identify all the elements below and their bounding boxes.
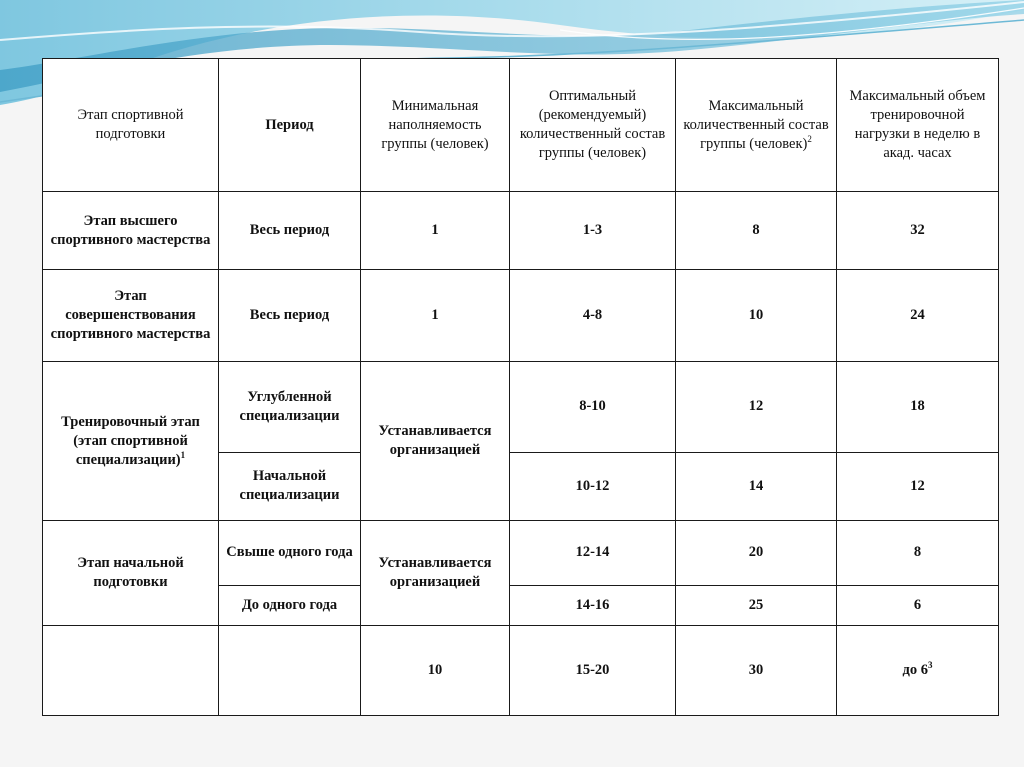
load-cell: 12 — [837, 452, 999, 520]
training-groups-table — [42, 58, 999, 716]
stage-cell: Этап начальной подготовки — [43, 520, 219, 625]
max-cell: 20 — [676, 520, 837, 585]
load-cell: 6 — [837, 585, 999, 625]
load-cell: 32 — [837, 192, 999, 270]
header-stage: Этап спортивной подготовки — [43, 59, 219, 192]
optimal-cell: 14-16 — [510, 585, 676, 625]
min-cell: 1 — [361, 192, 510, 270]
max-cell: 14 — [676, 452, 837, 520]
stage-cell — [43, 625, 219, 715]
optimal-cell: 1-3 — [510, 192, 676, 270]
min-cell: 10 — [361, 625, 510, 715]
period-cell — [219, 625, 361, 715]
header-period: Период — [219, 59, 361, 192]
header-max-load: Максимальный объем тренировочной нагрузки в неделю в акад. часах — [837, 59, 999, 192]
header-max-composition: Максимальный количественный состав группы (человек)$^2$ — [676, 59, 837, 192]
max-cell: 8 — [676, 192, 837, 270]
optimal-cell: 10-12 — [510, 452, 676, 520]
table-row — [43, 520, 999, 585]
max-cell: 30 — [676, 625, 837, 715]
load-cell: 18 — [837, 362, 999, 452]
header-optimal: Оптимальный (рекомендуемый) количественный состав группы (человек) — [510, 59, 676, 192]
footnote-mark: 2 — [807, 133, 812, 144]
max-cell: 12 — [676, 362, 837, 452]
load-cell: 8 — [837, 520, 999, 585]
table-row — [43, 362, 999, 452]
header-min-fill: Минимальная наполняемость группы (человек) — [361, 59, 510, 192]
footnote-mark: 1 — [180, 449, 186, 460]
footnote-mark: 3 — [927, 660, 933, 671]
optimal-cell: 15-20 — [510, 625, 676, 715]
max-cell: 10 — [676, 270, 837, 362]
load-cell: 24 — [837, 270, 999, 362]
optimal-cell: 12-14 — [510, 520, 676, 585]
min-cell: Устанавливается организацией — [361, 520, 510, 625]
table-row — [43, 625, 999, 715]
min-cell: Устанавливается организацией — [361, 362, 510, 520]
period-cell: Углубленной специализации — [219, 362, 361, 452]
period-cell: Весь период — [219, 270, 361, 362]
table-row — [43, 192, 999, 270]
stage-cell: Этап высшего спортивного мастерства — [43, 192, 219, 270]
load-cell: до $6^3$ — [837, 625, 999, 715]
optimal-cell: 8-10 — [510, 362, 676, 452]
max-cell: 25 — [676, 585, 837, 625]
period-cell: Свыше одного года — [219, 520, 361, 585]
table-row — [43, 270, 999, 362]
optimal-cell: 4-8 — [510, 270, 676, 362]
stage-cell: Тренировочный этап (этап спортивной специализации)$^1$ — [43, 362, 219, 520]
min-cell: 1 — [361, 270, 510, 362]
stage-cell: Этап совершенствования спортивного мастерства — [43, 270, 219, 362]
header-row — [43, 59, 999, 192]
period-cell: До одного года — [219, 585, 361, 625]
period-cell: Весь период — [219, 192, 361, 270]
period-cell: Начальной специализации — [219, 452, 361, 520]
